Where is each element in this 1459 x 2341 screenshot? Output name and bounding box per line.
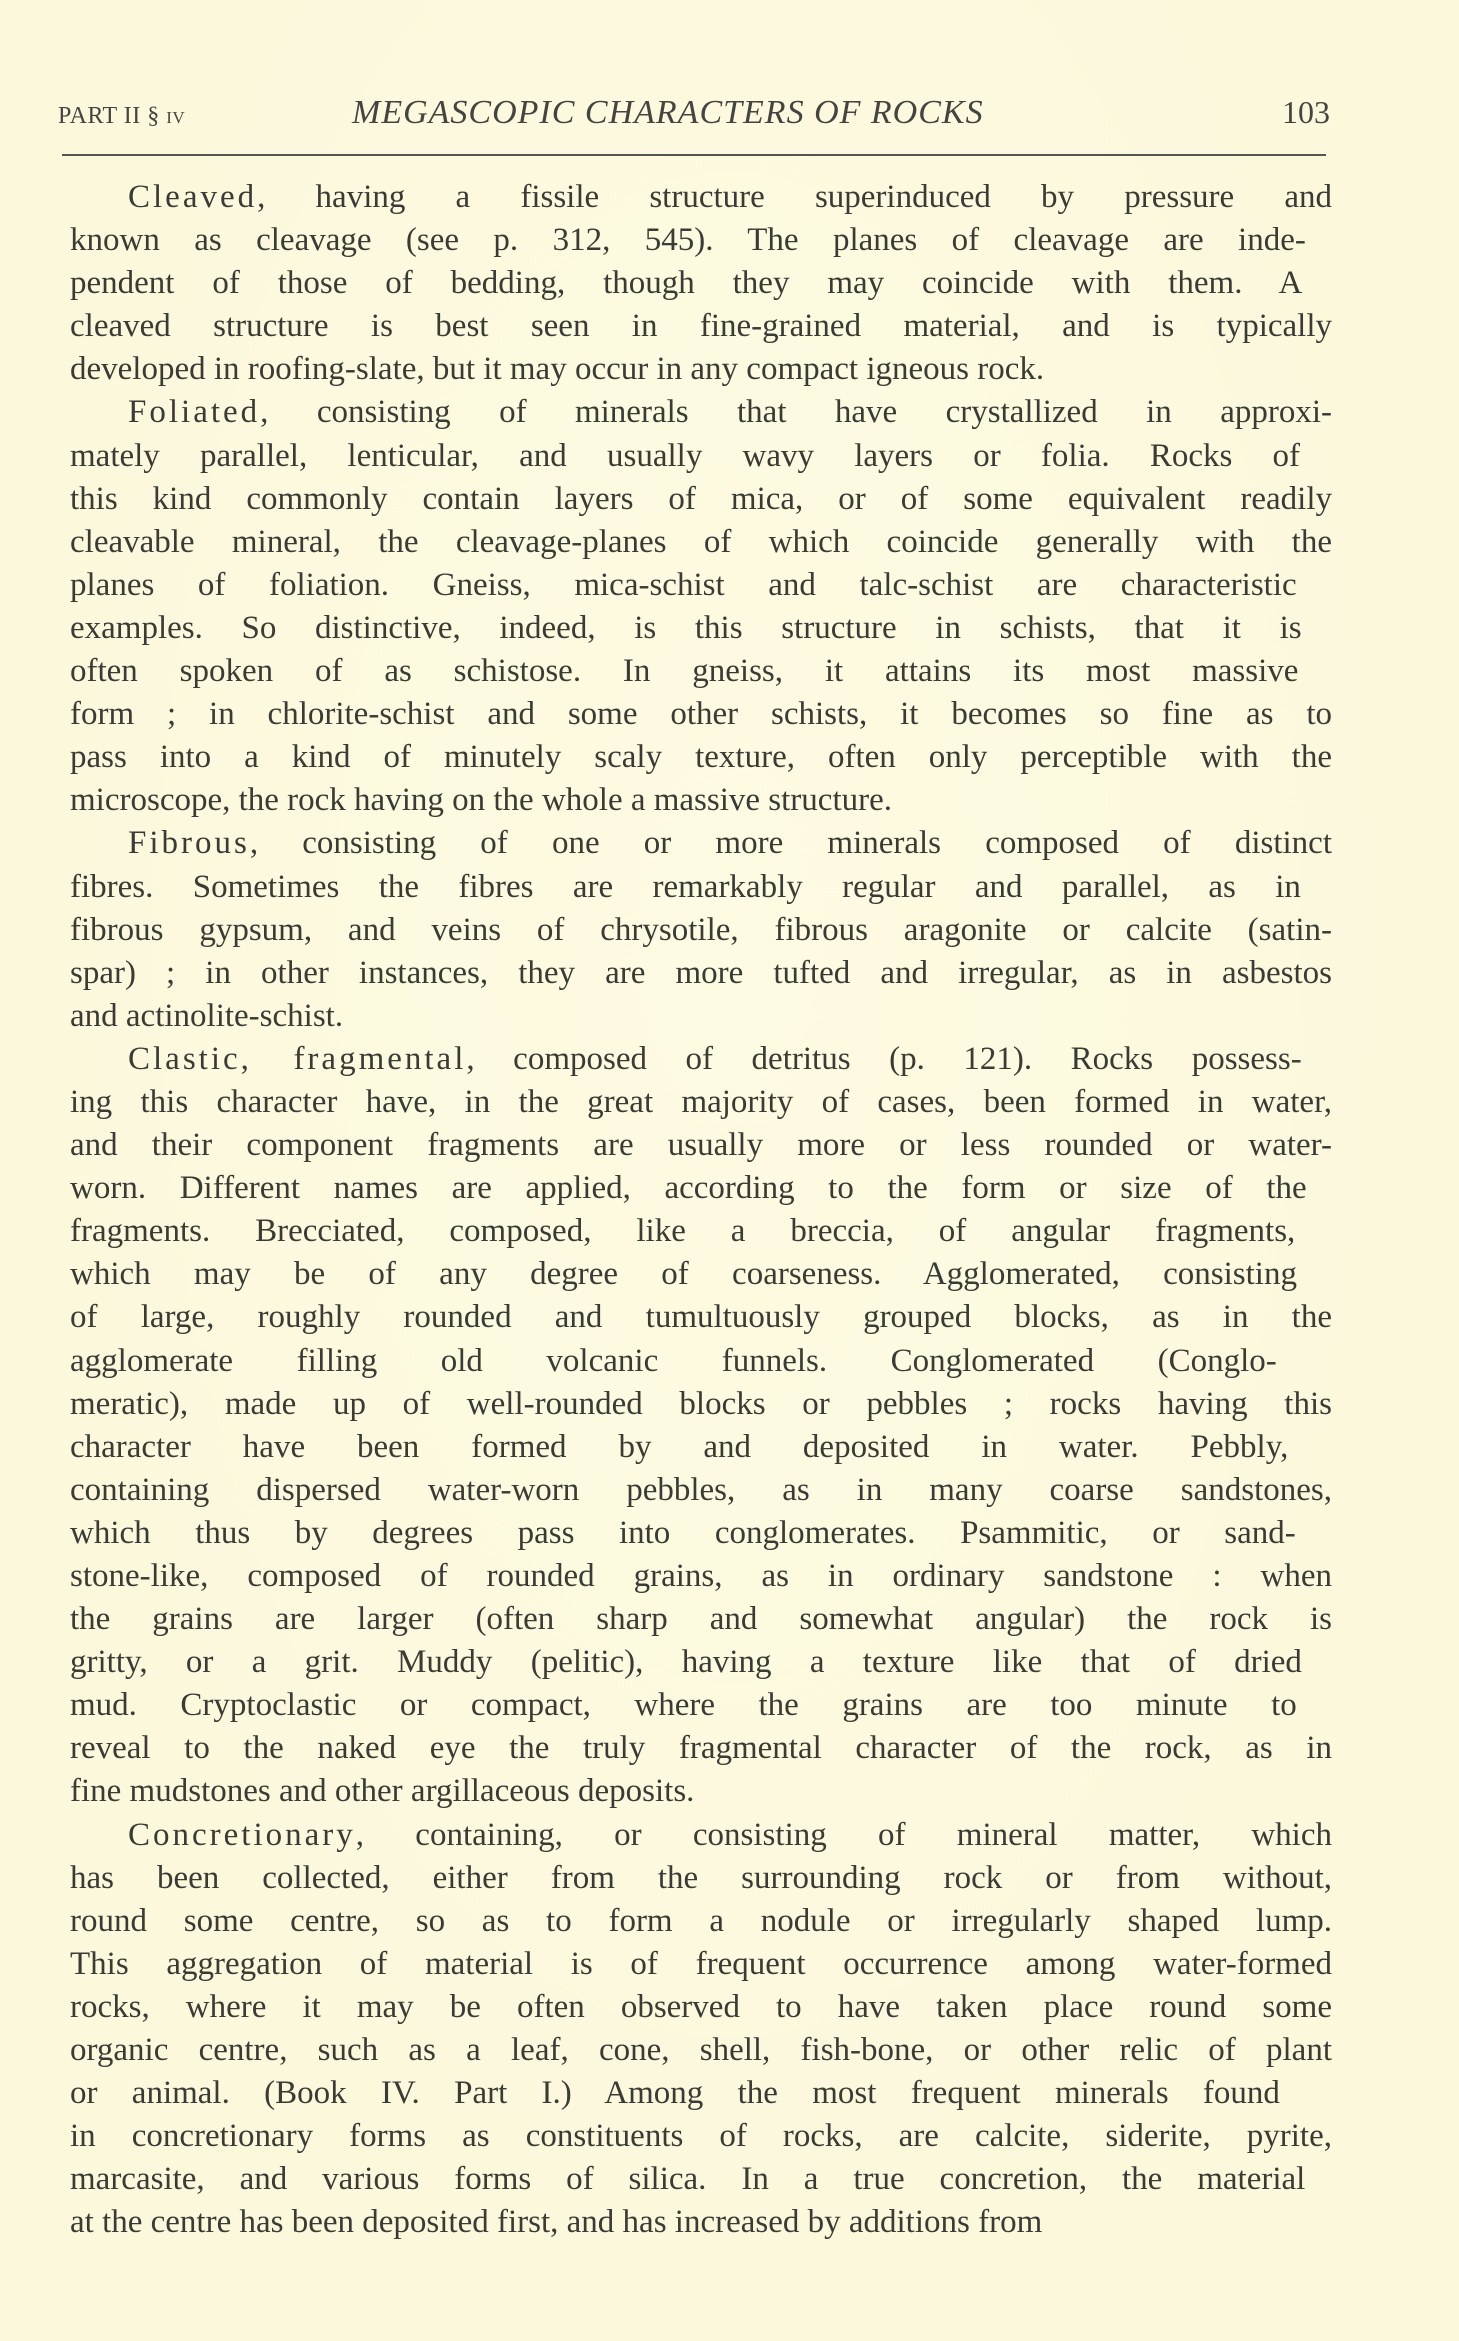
body-text (70, 176, 1332, 2245)
text-line (70, 478, 1332, 521)
text-line (70, 1383, 1332, 1426)
line-text: meratic), made up of well-rounded blocks or pebbles ; rocks having this (70, 1385, 1332, 1422)
text-line (70, 1727, 1332, 1770)
text-line (70, 1210, 1332, 1253)
part-section-label: PART II § iv (58, 103, 186, 129)
line-text: this kind commonly contain layers of mica, or of some equivalent readily (70, 480, 1332, 517)
line-text: cleavable mineral, the cleavage-planes of which coincide generally with the (70, 523, 1332, 560)
paragraph-cleaved (70, 176, 1332, 391)
text-line (70, 607, 1332, 650)
text-line (70, 2115, 1332, 2158)
text-line (70, 1253, 1332, 1296)
text-line (70, 2029, 1332, 2072)
text-line (70, 1641, 1332, 1684)
line-text: examples. So distinctive, indeed, is this structure in schists, that it is (70, 609, 1302, 646)
text-line (70, 1340, 1332, 1383)
text-line (70, 1124, 1332, 1167)
text-line (70, 1943, 1332, 1986)
text-line (70, 650, 1332, 693)
text-line (70, 521, 1332, 564)
paragraph-fibrous (70, 822, 1332, 1037)
text-line (70, 1814, 1332, 1857)
line-text: form ; in chlorite-schist and some other schists, it becomes so fine as to (70, 696, 1332, 733)
text-line (70, 736, 1332, 779)
text-line (70, 909, 1332, 952)
defined-term: Cleaved (128, 179, 258, 215)
text-line (70, 262, 1332, 305)
line-text: , consisting of minerals that have crystallized in approxi- (260, 394, 1332, 431)
line-text: and actinolite-schist. (70, 997, 344, 1034)
line-text: , consisting of one or more minerals composed of distinct (249, 825, 1332, 862)
text-line (70, 866, 1332, 909)
line-text: known as cleavage (see p. 312, 545). The planes of cleavage are inde- (70, 222, 1306, 259)
text-line (70, 2072, 1332, 2115)
line-text: fragments. Brecciated, composed, like a breccia, of angular fragments, (70, 1213, 1296, 1250)
text-line (70, 1684, 1332, 1727)
line-text: pendent of those of bedding, though they may coincide with them. A (70, 265, 1303, 302)
line-text: mately parallel, lenticular, and usually wavy layers or folia. Rocks of (70, 437, 1301, 474)
line-text: the grains are larger (often sharp and somewhat angular) the rock is (70, 1601, 1332, 1638)
line-text: agglomerate filling old volcanic funnels. Conglomerated (Conglo- (70, 1342, 1277, 1379)
text-line (70, 1598, 1332, 1641)
text-line (70, 1038, 1332, 1081)
text-line (70, 822, 1332, 865)
text-line (70, 1296, 1332, 1339)
text-line (70, 1986, 1332, 2029)
line-text: containing dispersed water-worn pebbles, as in many coarse sandstones, (70, 1471, 1332, 1508)
line-text: of large, roughly rounded and tumultuously grouped blocks, as in the (70, 1299, 1332, 1336)
line-text: worn. Different names are applied, according to the form or size of the (70, 1170, 1307, 1207)
line-text: microscope, the rock having on the whole a massive structure. (70, 782, 893, 819)
text-line (70, 1857, 1332, 1900)
text-line (70, 693, 1332, 736)
text-line (70, 1081, 1332, 1124)
text-line (70, 995, 1332, 1038)
page-title: MEGASCOPIC CHARACTERS OF ROCKS (352, 94, 984, 131)
line-text: character have been formed by and deposited in water. Pebbly, (70, 1428, 1289, 1465)
line-text: round some centre, so as to form a nodule or irregularly shaped lump. (70, 1902, 1332, 1939)
defined-term: Foliated (128, 394, 261, 431)
paragraph-concretionary (70, 1814, 1332, 2245)
line-text: reveal to the naked eye the truly fragmental character of the rock, as in (70, 1730, 1332, 1767)
line-text: rocks, where it may be often observed to have taken place round some (70, 1988, 1332, 2025)
text-line (70, 1555, 1332, 1598)
line-text: which thus by degrees pass into conglomerates. Psammitic, or sand- (70, 1514, 1296, 1551)
line-text: has been collected, either from the surrounding rock or from without, (70, 1859, 1332, 1896)
line-text: fine mudstones and other argillaceous deposits. (70, 1773, 695, 1810)
line-text: organic centre, such as a leaf, cone, shell, fish-bone, or other relic of plant (70, 2032, 1332, 2069)
line-text: in concretionary forms as constituents of rocks, are calcite, siderite, pyrite, (70, 2118, 1332, 2155)
text-line (70, 952, 1332, 995)
line-text: developed in roofing-slate, but it may occur in any compact igneous rock. (70, 351, 1045, 388)
defined-term: Clastic, fragmental (128, 1040, 467, 1077)
line-text: mud. Cryptoclastic or compact, where the grains are too minute to (70, 1687, 1297, 1724)
text-line (70, 176, 1332, 219)
text-line (70, 219, 1332, 262)
text-line (70, 348, 1332, 391)
paragraph-clastic (70, 1038, 1332, 1814)
line-text: and their component fragments are usually more or less rounded or water- (70, 1127, 1332, 1164)
page-number: 103 (1282, 94, 1330, 130)
text-line (70, 435, 1332, 478)
line-text: , having a fissile structure superinduced by pressure and (257, 179, 1332, 215)
line-text: planes of foliation. Gneiss, mica-schist and talc-schist are characteristic (70, 566, 1297, 603)
line-text: at the centre has been deposited first, and has increased by additions from (70, 2204, 1043, 2241)
text-line (70, 391, 1332, 434)
text-line (70, 1770, 1332, 1813)
text-line (70, 1167, 1332, 1210)
paragraph-foliated (70, 391, 1332, 822)
text-line (70, 1469, 1332, 1512)
header-rule (62, 154, 1326, 156)
line-text: marcasite, and various forms of silica. In a true concretion, the material (70, 2161, 1306, 2198)
line-text: gritty, or a grit. Muddy (pelitic), having a texture like that of dried (70, 1644, 1302, 1681)
text-line (70, 1900, 1332, 1943)
line-text: stone-like, composed of rounded grains, as in ordinary sandstone : when (70, 1558, 1332, 1594)
text-line (70, 564, 1332, 607)
text-line (70, 779, 1332, 822)
text-line (70, 2201, 1332, 2244)
defined-term: Fibrous (128, 825, 250, 862)
text-line (70, 1512, 1332, 1555)
line-text: , composed of detritus (p. 121). Rocks possess- (466, 1040, 1302, 1077)
line-text: , containing, or consisting of mineral matter, which (355, 1816, 1332, 1853)
running-head (58, 94, 1330, 136)
defined-term: Concretionary (128, 1816, 356, 1853)
line-text: spar) ; in other instances, they are more tufted and irregular, as in asbestos (70, 954, 1332, 991)
line-text: or animal. (Book IV. Part I.) Among the most frequent minerals found (70, 2075, 1280, 2112)
line-text: fibrous gypsum, and veins of chrysotile, fibrous aragonite or calcite (satin- (70, 911, 1332, 948)
line-text: pass into a kind of minutely scaly texture, often only perceptible with the (70, 739, 1332, 776)
line-text: often spoken of as schistose. In gneiss, it attains its most massive (70, 653, 1299, 690)
line-text: This aggregation of material is of frequent occurrence among water-formed (70, 1945, 1332, 1982)
text-line (70, 1426, 1332, 1469)
line-text: ing this character have, in the great majority of cases, been formed in water, (70, 1083, 1332, 1120)
text-line (70, 305, 1332, 348)
line-text: cleaved structure is best seen in fine-grained material, and is typically (70, 308, 1332, 345)
line-text: which may be of any degree of coarseness. Agglomerated, consisting (70, 1256, 1297, 1293)
line-text: fibres. Sometimes the fibres are remarkably regular and parallel, as in (70, 868, 1301, 905)
text-line (70, 2158, 1332, 2201)
